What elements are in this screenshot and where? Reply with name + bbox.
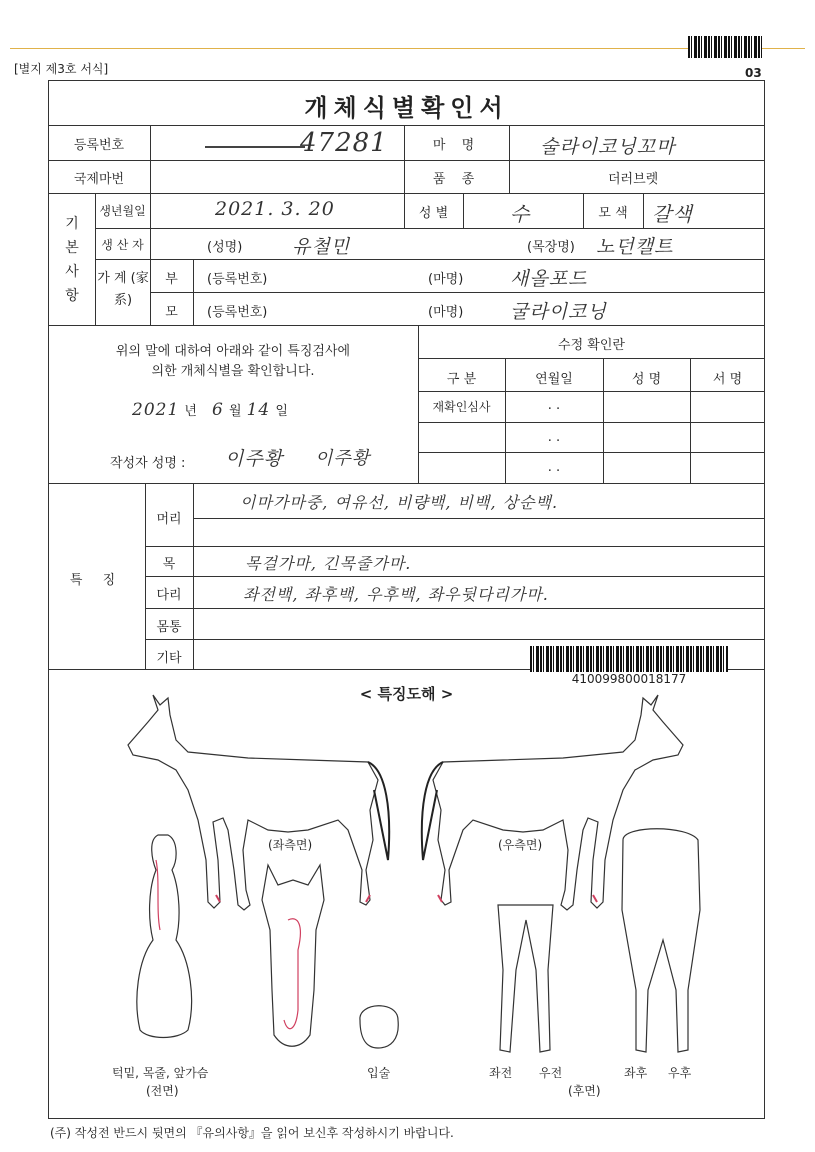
horse-right-side-icon (433, 695, 683, 910)
sex-value: 수 (510, 202, 531, 226)
author-label: 작성자 성명 : (110, 456, 186, 471)
horse-face-icon (262, 865, 324, 1046)
neck-value: 목걸가마, 긴목줄가마. (245, 554, 412, 573)
head-label: 머리 (156, 512, 182, 527)
date-month-unit: 월 (228, 404, 242, 419)
color-label: 모 색 (598, 206, 628, 221)
page-title: 개체식별확인서 (304, 94, 509, 122)
label-front: (전면) (146, 1084, 179, 1098)
label-left-front: 좌전 (489, 1066, 513, 1080)
horse-name-label: 마 명 (432, 138, 481, 153)
farm-label: (목장명) (527, 240, 575, 255)
neck-label: 목 (162, 557, 176, 572)
legs-label: 다리 (156, 588, 182, 603)
correction-title: 수정 확인란 (558, 338, 625, 353)
confirm-date (132, 400, 288, 420)
producer-name-label: (성명) (207, 240, 243, 255)
features-section-label: 특 징 (69, 573, 124, 588)
label-right-side: (우측면) (498, 838, 543, 852)
footer-note: (주) 작성전 반드시 뒷면의 『유의사항』을 읽어 보신후 작성하시기 바랍니다. (50, 1126, 454, 1140)
confirm-text-2: 의한 개체식별을 확인합니다. (151, 364, 315, 379)
date-month: 6 (212, 400, 224, 420)
birth-value: 2021. 3. 20 (215, 198, 335, 220)
sire-name-value: 새올포드 (510, 268, 588, 290)
horse-rear-icon (622, 829, 700, 1052)
dam-reg-label: (등록번호) (207, 305, 268, 320)
row1-type: 재확인심사 (432, 400, 491, 414)
label-right-hind: 우후 (668, 1066, 692, 1080)
date-day-unit: 일 (275, 404, 288, 419)
date-year-unit: 년 (184, 404, 197, 419)
horse-neck-front-icon (137, 835, 192, 1038)
lineage-label: 가 계 (家系) (97, 271, 149, 308)
row1-date: . . (547, 398, 561, 413)
label-left-hind: 좌후 (624, 1066, 648, 1080)
sire-reg-label: (등록번호) (207, 272, 268, 287)
col-type: 구 분 (446, 372, 477, 387)
label-left-side: (좌측면) (268, 838, 313, 852)
row3-date: . . (547, 460, 561, 475)
leg-marking-icon (216, 895, 597, 902)
label-right-front: 우전 (539, 1066, 563, 1080)
basic-section-label: 기본사항 (65, 216, 79, 304)
date-day: 14 (246, 400, 271, 420)
horse-diagram (48, 690, 765, 1090)
col-name: 성 명 (631, 372, 662, 387)
sire-label: 부 (165, 272, 178, 287)
horse-lip-icon (360, 1006, 398, 1048)
form-label: [별지 제3호 서식] (14, 62, 109, 76)
top-barcode (688, 36, 762, 58)
producer-label: 생 산 자 (101, 238, 144, 252)
col-date: 연월일 (535, 372, 573, 387)
body-label: 몸통 (156, 620, 182, 635)
dam-name-value: 굴라이코닝 (510, 301, 607, 323)
horse-front-legs-icon (498, 905, 553, 1052)
breed-value: 더러브렛 (608, 172, 659, 187)
page-number: 03 (745, 66, 762, 80)
dam-label: 모 (165, 305, 178, 320)
intl-no-label: 국제마번 (73, 172, 125, 187)
head-value: 이마가마중, 여유선, 비량백, 비백, 상순백. (240, 493, 559, 512)
barcode-number: 410099800018177 (571, 672, 687, 686)
face-marking-icon (284, 919, 300, 1029)
sire-name-label: (마명) (428, 272, 464, 287)
author-signature: 이주황 (315, 448, 371, 469)
diagram-title: < 특징도해 > (359, 685, 454, 703)
label-lip: 입술 (367, 1066, 391, 1080)
label-rear: (후면) (568, 1084, 601, 1098)
row2-date: . . (547, 430, 561, 445)
producer-value: 유철민 (292, 236, 351, 258)
author-value: 이주황 (225, 448, 284, 470)
horse-name-value: 술라이코닝꼬마 (540, 136, 676, 158)
legs-value: 좌전백, 좌후백, 우후백, 좌우뒷다리가마. (243, 585, 549, 604)
sex-label: 성 별 (418, 206, 449, 221)
birth-label: 생년월일 (99, 204, 146, 218)
top-rule (10, 48, 805, 49)
color-value: 갈색 (652, 202, 693, 226)
reg-no-strike (205, 146, 305, 148)
neck-marking-icon (156, 860, 160, 930)
dam-name-label: (마명) (428, 305, 464, 320)
reg-no-label: 등록번호 (73, 138, 125, 153)
confirm-text-1: 위의 말에 대하여 아래와 같이 특징검사에 (115, 344, 351, 359)
breed-label: 품 종 (432, 172, 481, 187)
farm-value: 노던캘트 (596, 236, 674, 258)
other-label: 기타 (156, 651, 182, 666)
label-front-caption: 턱밑, 목줄, 앞가슴 (112, 1066, 209, 1080)
horse-left-side-icon (128, 695, 378, 910)
id-barcode (530, 646, 728, 672)
reg-no-value: 47281 (300, 128, 388, 158)
date-year: 2021 (132, 400, 180, 420)
col-sign: 서 명 (712, 372, 743, 387)
